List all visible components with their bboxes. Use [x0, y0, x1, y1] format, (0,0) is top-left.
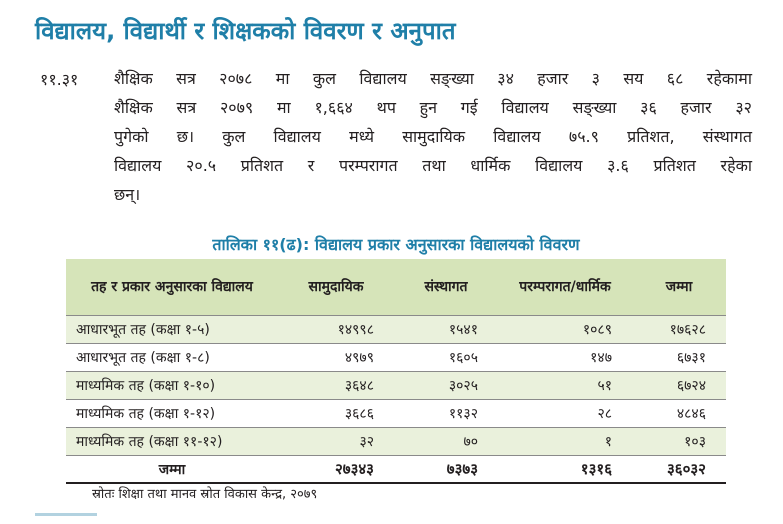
cell-traditional: १	[498, 428, 632, 456]
table-row	[66, 316, 726, 344]
total-grand: ३६०३२	[632, 456, 726, 484]
row-label: माध्यमिक तह (कक्षा १-१०)	[66, 372, 278, 400]
cell-traditional: १०८९	[498, 316, 632, 344]
cell-total: ६७३१	[632, 344, 726, 372]
table-caption: तालिका ११(ढ): विद्यालय प्रकार अनुसारका विद्यालयको विवरण	[212, 235, 580, 254]
cell-community: ३६४८	[278, 372, 394, 400]
cell-community: १४९९८	[278, 316, 394, 344]
cell-total: ६७२४	[632, 372, 726, 400]
paragraph-line: शैक्षिक सत्र २०७९ मा १,६६४ थप हुन गई विद्यालय सङ्ख्या ३६ हजार ३२	[114, 98, 752, 117]
table-header-row	[66, 259, 726, 316]
row-label: माध्यमिक तह (कक्षा ११-१२)	[66, 428, 278, 456]
cell-institutional: १६०५	[394, 344, 498, 372]
cell-institutional: ११३२	[394, 400, 498, 428]
table-row	[66, 372, 726, 400]
cell-traditional: २८	[498, 400, 632, 428]
cell-community: ४९७९	[278, 344, 394, 372]
total-label: जम्मा	[66, 456, 278, 484]
cell-institutional: ७०	[394, 428, 498, 456]
cell-institutional: ३०२५	[394, 372, 498, 400]
paragraph-text	[114, 64, 752, 209]
next-section-stub	[35, 513, 97, 524]
cell-traditional: ५१	[498, 372, 632, 400]
row-label: माध्यमिक तह (कक्षा १-१२)	[66, 400, 278, 428]
cell-total: १७६२८	[632, 316, 726, 344]
table-row	[66, 428, 726, 456]
table-row	[66, 400, 726, 428]
cell-total: ४८४६	[632, 400, 726, 428]
table-total-row	[66, 456, 726, 484]
paragraph-line: विद्यालय २०.५ प्रतिशत र परम्परागत तथा धार्मिक विद्यालय ३.६ प्रतिशत रहेका	[114, 156, 752, 175]
header-traditional-religious: परम्परागत/धार्मिक	[498, 259, 632, 316]
cell-community: ३२	[278, 428, 394, 456]
row-label: आधारभूत तह (कक्षा १-५)	[66, 316, 278, 344]
header-community: सामुदायिक	[278, 259, 394, 316]
total-institutional: ७३७३	[394, 456, 498, 484]
header-institutional: संस्थागत	[394, 259, 498, 316]
paragraph-line: छन्।	[114, 185, 141, 204]
cell-traditional: १४७	[498, 344, 632, 372]
cell-community: ३६८६	[278, 400, 394, 428]
header-level-type: तह र प्रकार अनुसारका विद्यालय	[66, 259, 278, 316]
source-note: स्रोतः शिक्षा तथा मानव स्रोत विकास केन्द्र, २०७९	[92, 487, 318, 502]
total-community: २७३४३	[278, 456, 394, 484]
cell-institutional: १५४१	[394, 316, 498, 344]
table-row	[66, 344, 726, 372]
paragraph-line: शैक्षिक सत्र २०७८ मा कुल विद्यालय सङ्ख्या ३४ हजार ३ सय ६८ रहेकामा	[114, 69, 752, 88]
total-traditional: १३१६	[498, 456, 632, 484]
cell-total: १०३	[632, 428, 726, 456]
paragraph-number: ११.३१	[40, 70, 79, 89]
section-heading: विद्यालय, विद्यार्थी र शिक्षकको विवरण र अनुपात	[35, 17, 456, 45]
header-total: जम्मा	[632, 259, 726, 316]
school-type-table	[66, 259, 726, 484]
row-label: आधारभूत तह (कक्षा १-८)	[66, 344, 278, 372]
paragraph-line: पुगेको छ। कुल विद्यालय मध्ये सामुदायिक विद्यालय ७५.९ प्रतिशत, संस्थागत	[114, 127, 752, 146]
